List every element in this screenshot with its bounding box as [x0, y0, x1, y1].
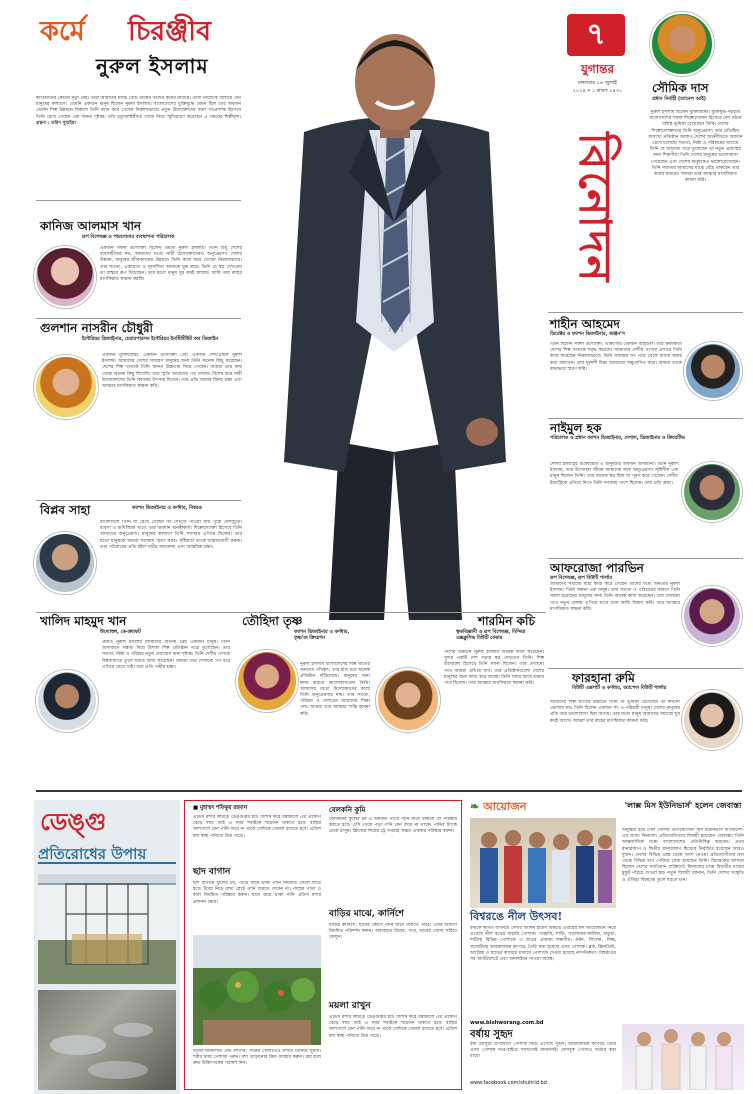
- tribute-name: ফারহানা রুমি: [572, 671, 635, 685]
- tribute-shaheen: [550, 318, 740, 338]
- tribute-name: কানিজ আলমাস খান: [40, 219, 142, 233]
- dengue-title: ডেঙ্গু: [40, 807, 107, 836]
- tribute-role: বিউটি এক্সপার্ট ও কর্ণধার, অ্যাপেল বিউটি পার্লার: [572, 686, 667, 691]
- models-illustration: [470, 818, 616, 908]
- page-number: ৭: [567, 14, 625, 56]
- event-logo-text: আয়োজন: [483, 800, 527, 813]
- subhead-roof: ছাদ বাগান: [193, 867, 231, 877]
- avatar: [684, 342, 742, 400]
- tribute-name: গুলশান নাসরীন চৌধুরী: [40, 321, 153, 335]
- page-header: [555, 14, 640, 104]
- tribute-text: একজন সফল উদ্যোক্তা ছিলেন প্রয়াত নুরুল ইসলাম। তিনি শুধু দেশের ব্যবসায়ীদের নয়, আমাদের মতো নারী উদ্যোক্তাদেরও অনুপ্রেরণা। দেশের উন্নয়ন, মানুষের জীবনমানের উন্নয়নে তিনি কাজ করে গেছেন নিরলসভাবে। তার সততা, একাগ্রতা ও দূরদর্শিতা আমাকে মুগ্ধ করে। তিনি যে স্বপ্ন দেখতেন তা বাস্তবে রূপ দিয়েছেন। তার মতো মানুষ খুব কমই জন্মায়। আমি তার রুহের মাগফিরাত কামনা করছি।: [100, 246, 242, 282]
- avatar: [682, 462, 742, 522]
- issue-day: মঙ্গলবার ১৬ জুলাই: [578, 80, 617, 86]
- event-photo: [470, 818, 616, 908]
- tribute-text: প্রয়াত নুরুল ইসলাম আমাদের অনেক প্রিয় একজন মানুষ। তিনি অসাধারণ দক্ষতা দিয়ে বিশাল শিল্প প্রতিষ্ঠান গড়ে তুলেছেন। তার সততা, নিষ্ঠা ও পরিশ্রম নতুন প্রজন্মের জন্য দৃষ্টান্ত। তিনি দেশীয় পণ্যকে বিশ্ববাজারে তুলে ধরতে কাজ করেছেন। আমরা তার দেখানো পথ ধরে এগিয়ে যেতে চাই। তার প্রতি গভীর শ্রদ্ধা।: [102, 640, 230, 670]
- avatar: [682, 586, 742, 646]
- tribute-role: প্রধান নির্বাহী (চ্যানেল আই): [652, 97, 706, 102]
- event-logo: [470, 800, 526, 815]
- subhead-cornice: বাড়ির মাঝে, কার্নিশে: [329, 909, 404, 919]
- subhead-balcony: বেলকনি কুমি: [329, 805, 366, 814]
- avatar: [236, 650, 298, 712]
- issue-date: ২০২৪ • ১ শ্রাবণ ১৪৩১: [572, 88, 623, 94]
- tribute-text: তিনি ছিলেন সফল উদ্যোক্তা, তারুণ্যের একজন আইডল। তার কর্মদক্ষতা দেশের শিল্প খাতকে সমৃদ্ধ করেছে। আমাদের দেশীয় পণ্যের প্রসারে তিনি কাজ করেছেন নিরলসভাবে। তিনি সবসময় সৎ পথে থেকে ব্যবসা করার কথা বলতেন। তার দূরদর্শী চিন্তা আমাদের অনুপ্রাণিত করে। আমরা তাকে শ্রদ্ধাভরে স্মরণ করি।: [550, 342, 682, 372]
- avatar: [34, 246, 96, 308]
- avatar: [376, 668, 440, 732]
- tribute-role: ডিরেক্টর ও ফ্যাশন ডিজাইনার, অঞ্জন'স: [550, 332, 625, 337]
- tribute-farhana: [572, 672, 742, 692]
- puddle-illustration: [38, 990, 176, 1090]
- masthead: [36, 14, 244, 84]
- tribute-role: পরিচালক ও প্রধান ফ্যাশন ডিজাইনার, দেশাল, ডিজাইনার ও ক্রিয়েটিভ: [550, 436, 685, 441]
- tribute-text: নুরুল ইসলাম বাংলাদেশের শিল্প খাতের অন্যতম পথিকৃৎ। তার হাত ধরে অনেক প্রতিষ্ঠান দাঁড়িয়েছে। মানুষের জন্য কাজ করতে ভালোবাসতেন তিনি। আমাদের মতো উদ্যোক্তাদের কাছে তিনি অনুপ্রেরণার নাম। তার সততা, পরিশ্রম ও দেশপ্রেম আমাদের শিক্ষা দেয়। আমরা তার আত্মার শান্তি কামনা করি।: [300, 662, 370, 717]
- event-sub-text: বর্ষা মৌসুমে উপযোগী পোশাক নিয়ে এসেছে সুহৃদ। আরামদায়ক কাপড়ে তৈরি এসব পোশাক ঘরে-বাইরে সবখানেই মানানসই। ফেসবুক পেজেও অর্ডার করা যাবে।: [470, 1042, 616, 1060]
- tribute-text: দেশীয় ইন্ডাস্ট্রির অগ্রযাত্রায় এ মানুষটার অবদান অসামান্য। তিনি নুরুল ইসলাম, তার উদ্যোক্তা জীবন আমাদের জন্য অনুপ্রেরণা। সৃষ্টিশীল এক মানুষ ছিলেন তিনি। তার অনেক স্বপ্ন ছিল যা পূরণ করে গেছেন। দেশীয় ইন্ডাস্ট্রিকে এগিয়ে নিতে তিনি সবসময় পাশে ছিলেন। তার প্রতি শ্রদ্ধা।: [550, 462, 678, 486]
- tribute-touhida: [234, 615, 364, 642]
- avatar: [34, 355, 98, 419]
- tribute-sharmin: [378, 615, 546, 642]
- tribute-text: নুরুল ইসলাম ছিলেন মুক্তিযোদ্ধা। মুক্তিযুদ্ধ-পরবর্তী বাংলাদেশের সফল শিল্পোদ্যোক্তা হিসেবে দেশ গঠনে বলিষ্ঠ ভূমিকা রেখেছেন তিনি। দেশের শিল্পোদ্যোক্তাদের তিনি অনুপ্রেরণা। তার প্রতিষ্ঠিত অসংখ্য প্রতিষ্ঠান আজও দেশের অর্থনীতিতে অবদান রেখে চলেছে। সততা, নিষ্ঠা ও পরিশ্রমের মাধ্যমে তিনি যে সাম্রাজ্য গড়ে তুলেছেন তা নতুন প্রজন্মের জন্য শিক্ষণীয়। তিনি দেশের মানুষের ভালোবাসা পেয়েছেন এবং দেশের মানুষকেও ভালোবেসেছেন। তিনি সবসময় আমাদের মাঝে বেঁচে থাকবেন তার কর্মের মাধ্যমে। আমরা তার আত্মার মাগফিরাত কামনা করি।: [648, 110, 743, 184]
- pageant-photo: [622, 1024, 744, 1090]
- pageant-article: [622, 800, 744, 1092]
- intro-body: কীর্তিমানের কোনো মৃত্যু নেই। তারা আমাদের মাঝে বেঁচে থাকেন তাদের কর্মের মাধ্যমে। তারা নিজেকে বিলিয়ে দেন মানুষের কল্যাণে। তেমনি একজন মানুষ ছিলেন নুরুল ইসলাম। বাংলাদেশের মুক্তিযুদ্ধে যেমন ছিল তার অবদান তেমনি শিল্প উন্নয়নে বিকাশে তিনি কাজ করে গেছেন নিরলসভাবে। নতুন উদ্যোক্তাদের জন্য পথপ্রদর্শক হিসেবে তিনি রেখে গেছেন এক অনন্য দৃষ্টান্ত। তাঁর মৃত্যুবার্ষিকীতে তাকে নিয়ে স্মৃতিচারণ করেছেন এ সময়ের শিল্পীবৃন্দ।: [36, 96, 241, 120]
- tribute-biplob: [40, 503, 240, 517]
- section-banner: [546, 100, 642, 315]
- tribute-name: নাইমুল হক: [550, 421, 602, 435]
- garden-illustration: [193, 935, 321, 1045]
- tribute-kaniz: [40, 220, 240, 241]
- event-text: বর্ষাকে স্বাগত জানিয়ে দেশীয় ফ্যাশন হাউস বিশ্বরঙ এবারের ঈদ আয়োজনে নিয়ে এসেছে নীল রঙের বাহারি পোশাক। পাঞ্জাবি, শাড়ি, সালোয়ার-কামিজ, ফতুয়া, শার্টসহ বিভিন্ন পোশাকে এ রঙের প্রাধান্য লক্ষণীয়। কটন, লিলেন, সিল্ক, জর্জেটসহ আরামদায়ক কাপড়ে তৈরি করা হয়েছে এসব পোশাক। ব্লক, স্ক্রিনপ্রিন্ট, অ্যাপ্লিক ও হাতের কাজের মাধ্যমে পোশাকে দেওয়া হয়েছে নান্দনিকতা। বিশ্বরঙের সব আউটলেটে এবং অনলাইনে পাওয়া যাচ্ছে।: [470, 926, 616, 962]
- intro-text: [36, 96, 241, 196]
- hero-photo: [244, 22, 546, 622]
- garden-photo: [193, 935, 321, 1045]
- dengue-waste-text: এডিস মশার কামড়ে ডেঙ্গুজ্বর হয়। বিশেষ করে বর্ষাকালে এর প্রকোপ বেড়ে যায়। তাই এ সময় সবাইকে সচেতন থাকতে হবে। বাড়ির আশপাশে যেন পানি জমে না থাকে সেদিকে খেয়াল রাখতে হবে। এডিস মশা স্বচ্ছ পানিতে ডিম পাড়ে।: [329, 1015, 457, 1039]
- tribute-text: দেশের উন্নয়নে নুরুল ইসলাম অনেক কাজ করেছেন। সুন্দর একটি দেশ গড়ার স্বপ্ন দেখতেন তিনি। শিল্প উদ্যোক্তা হিসেবে তিনি সফল ছিলেন। তার দেখানো পথে আমরা এগিয়ে যাব। তার প্রতিষ্ঠানগুলো দেশের মানুষের জন্য কাজ করে যাচ্ছে। তিনি সবার কাছে শ্রদ্ধার পাত্র ছিলেন। তার আত্মার মাগফিরাত কামনা করি।: [444, 650, 544, 686]
- section-title: বিনোদন: [569, 132, 620, 284]
- event-title: বিশ্বরঙে নীল উৎসব!: [470, 910, 563, 923]
- window-photo: [38, 874, 176, 984]
- byline-text: মুহাম্মদ শফিকুর রহমান: [199, 805, 247, 811]
- tribute-name: খালিদ মাহমুদ খান: [40, 614, 127, 628]
- masthead-chironjib: চিরঞ্জীব: [128, 16, 211, 47]
- tribute-role: ফ্যাশন ডিজাইনার ও কর্ণধার, বিশ্বরঙ: [132, 506, 202, 511]
- dengue-roof-text: ছাদ বাগানে ফুলের টব, পাত্রে জমে থাকা পানি নিয়মিত ফেলে দিতে হবে। টবের নিচে রাখা প্লেটে পানি জমতে দেবেন না। গাছের পাতা ও বর্জ্য নিয়মিত পরিষ্কার করুন। ছাদে জমে থাকা পানি এডিস মশার প্রজনন ক্ষেত্র।: [193, 881, 321, 905]
- tribute-role: ত্বকবিজ্ঞানী ও রূপ বিশেষজ্ঞ, বিন্দিয়া এক্সক্লুসিভ বিউটি কেয়ার: [456, 630, 526, 642]
- paper-name: যুগান্তর: [580, 62, 615, 76]
- portrait-illustration: [244, 22, 546, 622]
- event-subtitle: বর্ষায় সুহৃদ: [470, 1029, 513, 1040]
- tribute-name: সৌমিক দাস: [652, 81, 709, 95]
- event-article: [470, 800, 616, 1092]
- tribute-name: আফরোজা পারভিন: [550, 561, 644, 575]
- tribute-name: শারমিন কচি: [478, 614, 535, 628]
- tribute-name: বিপ্লব সাহা: [40, 503, 91, 517]
- event-url[interactable]: www.bishworang.com.bd: [470, 1020, 544, 1026]
- tribute-role: রূপ বিশেষজ্ঞ ও পারসোনার ব্যবস্থাপনা পরিচালক: [82, 235, 175, 240]
- dengue-col1-continued: দরজা-জানালায় নেট লাগান। দিনের বেলাতেও মশারি টানিয়ে ঘুমান। শরীর ঢাকা পোশাক পরুন। মশা তাড়ানোর ক্রিম ব্যবহার করুন। জ্বর হলে দ্রুত চিকিৎসকের পরামর্শ নিন।: [193, 1049, 321, 1067]
- tribute-gulshan: [40, 322, 240, 343]
- pageant-text: অনুষ্ঠিত হয়ে গেল সৌন্দর্য প্রতিযোগিতা মিস ইউনিভার্স বাংলাদেশ-এর গ্র্যান্ড ফিনালে। প্রতিযোগিতায় বিজয়ী হয়েছেন জেবাস্তা। তিনি আন্তর্জাতিক মঞ্চে বাংলাদেশের প্রতিনিধিত্ব করবেন। প্রথম রানারআপ ও দ্বিতীয় রানারআপ হিসেবে নির্বাচিত হয়েছেন আরও দুজন। দেশের বিভিন্ন প্রান্ত থেকে অংশ নেওয়া প্রতিযোগীদের মধ্য থেকে বিভিন্ন ধাপ পেরিয়ে সেরা হয়েছেন তিনি। বিচারকের আসনে ছিলেন দেশের খ্যাতিমান ব্যক্তিবর্গ। ফিনালের মঞ্চে বিজয়ীর মাথায় মুকুট পরিয়ে দেওয়া হয়। নতুন বিজয়ী জানান, তিনি দেশের সংস্কৃতি ও ঐতিহ্য বিশ্বমঞ্চে তুলে ধরতে চান।: [622, 828, 744, 883]
- pageant-illustration: [622, 1024, 744, 1090]
- tribute-role: ফ্যাশন ডিজাইনার ও কর্ণধার, তৃষ্ণ'জ ক্রিয়েশন: [294, 630, 350, 642]
- tribute-name: শাহীন আহমেদ: [550, 317, 620, 331]
- event-facebook[interactable]: www.facebook.com/shuhrid.bd: [470, 1080, 547, 1086]
- tribute-afroza: [550, 562, 740, 582]
- intro-credit: গ্রন্থনা : ফরিদ সুমাইয়া: [36, 120, 76, 126]
- dengue-subtitle: প্রতিরোধের উপায়: [38, 844, 176, 864]
- tribute-text: একজন মুক্তিযোদ্ধা, একজন উদ্যোক্তা এবং একজন দেশপ্রেমিক নুরুল ইসলাম। আমাদের দেশের সাধারণ মানুষের জন্য তিনি অনেক কিছু করেছেন। দেশের শিল্প খাতকে তিনি অনন্য উচ্চতায় নিয়ে গেছেন। আমরা তার কাছ থেকে অনেক কিছু শিখেছি। তার স্মৃতি আমাদের পথ দেখায়। বিশেষ করে নারী উদ্যোক্তাদের তিনি সবসময় উৎসাহ দিতেন। তার প্রতি আমার বিনম্র শ্রদ্ধা এবং আত্মার মাগফিরাত কামনা করি।: [102, 353, 242, 389]
- dengue-article: [184, 800, 462, 1090]
- avatar: [36, 670, 98, 732]
- dengue-balcony-text: বেলকনির ফুলের টব ও অন্যান্য পাত্রে পানি জমে থাকলে তা পরিষ্কার করতে হবে। এসি থেকে পড়া পানি যেন জমে না থাকে। পানির ট্যাংক ঢেকে রাখুন। ফ্রিজের নিচের ট্রে সপ্তাহে অন্তত একবার পরিষ্কার করুন।: [329, 817, 457, 835]
- subject-name: নুরুল ইসলাম: [96, 54, 209, 78]
- avatar: [682, 690, 742, 750]
- tribute-text: আমাদের শিল্প খাতের উন্নয়নে তিনি যে ভূমিকা রেখেছেন তা কখনো ভোলার নয়। তিনি ছিলেন একজন সৎ ও পরিশ্রমী মানুষ। দেশের মানুষের প্রতি তার ভালোবাসা ছিল অগাধ। তার মতো মানুষ আমাদের সমাজে খুব কমই আসে। আমরা তার রুহের মাগফিরাত কামনা করি।: [550, 700, 680, 724]
- tribute-role: উদ্যোক্তা, কে-ক্র্যাফট: [100, 630, 141, 635]
- masthead-karmo: কর্মে: [40, 16, 85, 47]
- dengue-panel: [34, 800, 180, 1094]
- avatar: [34, 532, 96, 594]
- tribute-role: রূপ বিশেষজ্ঞ, রূপ বিউটি পার্লার: [550, 576, 613, 581]
- dengue-byline: ■ মুহাম্মদ শফিকুর রহমান: [193, 805, 247, 811]
- window-illustration: [38, 874, 176, 984]
- tribute-name: তৌহিদা তৃষ্ণ: [242, 614, 303, 628]
- water-photo: [38, 990, 176, 1090]
- leaf-icon: ❧: [470, 800, 480, 813]
- subhead-waste: ময়লা রাখুন: [329, 1001, 371, 1011]
- tribute-khalid: [40, 615, 230, 636]
- avatar: [650, 12, 714, 76]
- tribute-soumik: [652, 82, 742, 103]
- dengue-col1: এডিস মশার কামড়ে ডেঙ্গুজ্বর হয়। বিশেষ করে বর্ষাকালে এর প্রকোপ বেড়ে যায়। তাই এ সময় সবাইকে সচেতন থাকতে হবে। বাড়ির আশপাশে যেন পানি জমে না থাকে সেদিকে খেয়াল রাখতে হবে। এডিস মশা স্বচ্ছ পানিতে ডিম পাড়ে।: [193, 815, 321, 839]
- tribute-naimul: [550, 422, 740, 442]
- dengue-cornice-text: বাড়ির কার্নিশে, ছাদের কোণে পানি জমে থাকতে পারে। এসব জায়গা নিয়মিত পরিদর্শন করুন। অব্যবহৃত টায়ার, পাত্র, ডাবের খোসা সরিয়ে ফেলুন।: [329, 923, 457, 941]
- tribute-text: বাংলাদেশে তিনি যা রেখে গেছেন তা দেখতে পাওয়া যায় পুরো দেশজুড়ে। ব্যবসা ও বাণিজ্যিক খাতে তার অবদান অনস্বীকার্য। শিল্পোদ্যোক্তা হিসেবে তিনি আমাদের অনুপ্রেরণা। মানুষের কল্যাণে তিনি সবসময় এগিয়ে ছিলেন। তার মতো মানুষকে আমরা সবসময় স্মরণ করব। সৃষ্টিকর্তা তাকে জান্নাতবাসী করুক। তার পরিবারের প্রতি রইল গভীর সমবেদনা এবং আন্তরিক শ্রদ্ধা।: [100, 520, 242, 550]
- tribute-text: আমাদের সমাজে যারা কাজ করে গেছেন তাদের মধ্যে অন্যতম নুরুল ইসলাম। তিনি অনন্য এক মানুষ। তার সততা ও পরিশ্রমের কারণে তিনি সফল হয়েছেন। মানুষের জন্য তিনি অনেক কাজ করেছেন। তার দেখানো পথে নতুন প্রজন্ম এগিয়ে যাবে বলে আমি বিশ্বাস করি। তার আত্মার মাগফিরাত কামনা করি।: [550, 582, 680, 612]
- pageant-title: 'লাক্স মিস ইউনিভার্স' হলেন জেবাস্তা: [624, 800, 742, 810]
- tribute-role: ইন্টেরিয়র ডিজাইনার, চেয়ারপারসন ইন্টেরিয়র ইনস্টিটিউট অব ডিজাইন: [82, 337, 219, 342]
